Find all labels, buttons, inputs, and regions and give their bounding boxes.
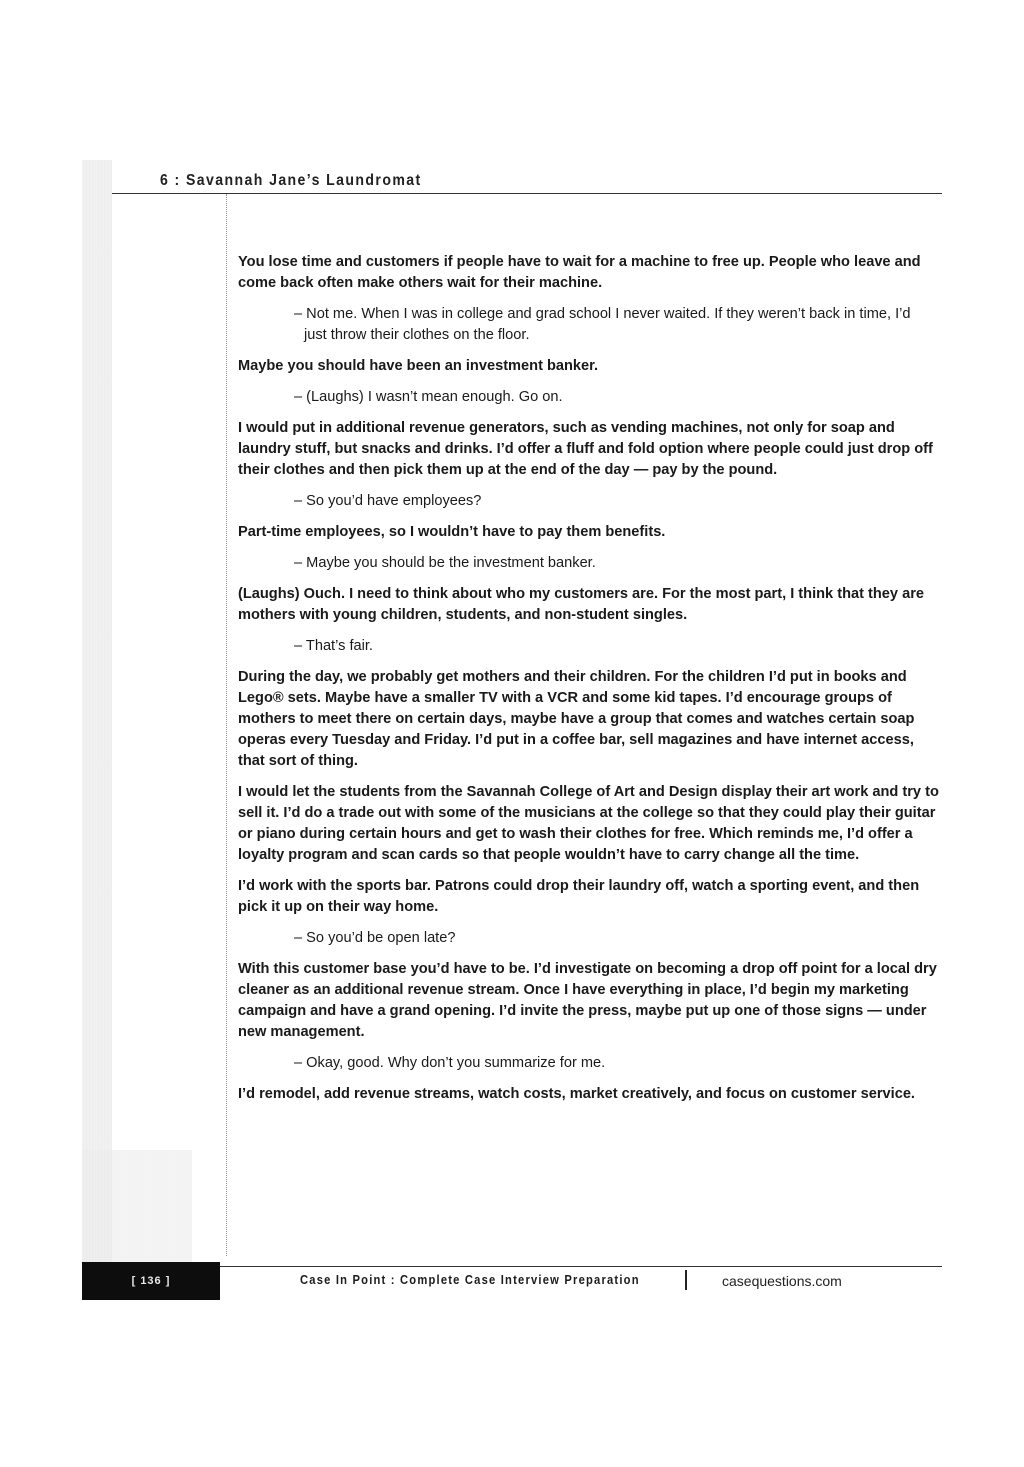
binding-edge bbox=[82, 160, 112, 1300]
gutter-dotted-rule bbox=[226, 194, 227, 1256]
interviewer-line: – Not me. When I was in college and grad school I never waited. If they weren’t back in time, I’d just throw their clothes on the floor. bbox=[294, 306, 911, 343]
candidate-paragraph: (Laughs) Ouch. I need to think about who my customers are. For the most part, I think that they are mothers with young children, students, and non-student singles. bbox=[238, 586, 924, 623]
footer-rule bbox=[220, 1266, 942, 1267]
interviewer-line: – Okay, good. Why don’t you summarize for me. bbox=[294, 1055, 606, 1071]
page-number-tab bbox=[82, 1262, 220, 1300]
candidate-paragraph: Maybe you should have been an investment banker. bbox=[238, 358, 599, 374]
candidate-paragraph: I’d remodel, add revenue streams, watch costs, market creatively, and focus on customer service. bbox=[238, 1086, 915, 1102]
candidate-paragraph: With this customer base you’d have to be. I’d investigate on becoming a drop off point for a local dry cleaner as an additional revenue stream. Once I have everything in place, I’d begin my marketing campaign and have a grand opening. I’d invite the press, maybe put up one of those signs — under new management. bbox=[238, 961, 937, 1040]
chapter-running-head: 6 : Savannah Jane’s Laundromat bbox=[160, 172, 422, 189]
footer-book-title: Case In Point : Complete Case Interview Preparation bbox=[300, 1272, 640, 1287]
page-number: [ 136 ] bbox=[131, 1275, 171, 1287]
candidate-paragraph: Part-time employees, so I wouldn’t have to pay them benefits. bbox=[238, 524, 666, 540]
header-rule bbox=[112, 193, 942, 194]
candidate-paragraph: I would let the students from the Savannah College of Art and Design display their art work and try to sell it. I’d do a trade out with some of the musicians at the college so that they could play their guitar or piano during certain hours and get to wash their clothes for free. Which reminds me, I’d offer a loyalty program and scan cards so that people wouldn’t have to carry change all the time. bbox=[238, 784, 939, 863]
interviewer-line: – That’s fair. bbox=[294, 638, 373, 654]
candidate-paragraph: I would put in additional revenue generators, such as vending machines, not only for soap and laundry stuff, but snacks and drinks. I’d offer a fluff and fold option where people could just drop off their clothes and then pick them up at the end of the day — pay by the pound. bbox=[238, 420, 933, 478]
footer-separator bbox=[685, 1270, 687, 1290]
interviewer-line: – So you’d be open late? bbox=[294, 930, 456, 946]
interviewer-line: – So you’d have employees? bbox=[294, 493, 482, 509]
interviewer-line: – Maybe you should be the investment banker. bbox=[294, 555, 596, 571]
footer-url: casequestions.com bbox=[722, 1273, 842, 1289]
candidate-paragraph: During the day, we probably get mothers and their children. For the children I’d put in books and Lego® sets. Maybe have a smaller TV with a VCR and some kid tapes. I’d encourage groups of mothers to meet there on certain days, maybe have a group that comes and watches certain soap operas every Tuesday and Friday. I’d put in a coffee bar, sell magazines and have internet access, that sort of thing. bbox=[238, 669, 915, 769]
candidate-paragraph: You lose time and customers if people have to wait for a machine to free up. People who leave and come back often make others wait for their machine. bbox=[238, 254, 921, 291]
interviewer-line: – (Laughs) I wasn’t mean enough. Go on. bbox=[294, 389, 563, 405]
candidate-paragraph: I’d work with the sports bar. Patrons could drop their laundry off, watch a sporting event, and then pick it up on their way home. bbox=[238, 878, 920, 915]
dialogue-body bbox=[238, 252, 942, 1115]
